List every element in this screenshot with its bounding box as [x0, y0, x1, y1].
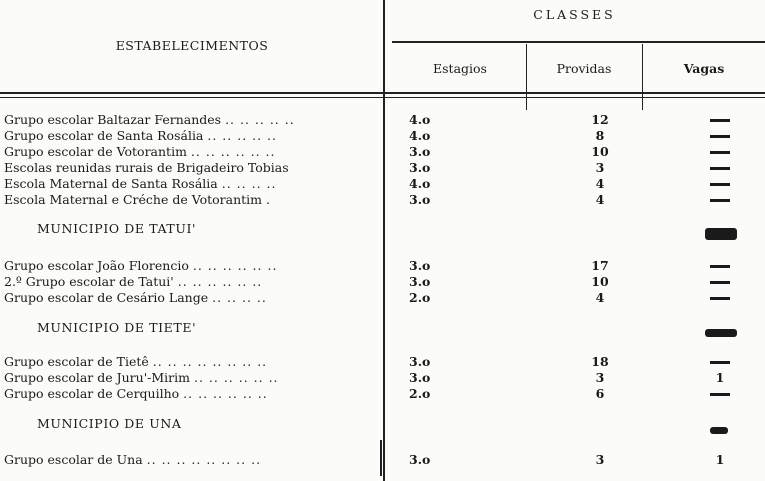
school-name: Grupo escolar Baltazar Fernandes: [4, 112, 222, 127]
school-name: Escola Maternal e Créche de Votorantim: [4, 192, 263, 207]
table-row: [0, 192, 765, 208]
school-name: Grupo escolar de Santa Rosália: [4, 128, 204, 143]
dash-mark: [710, 281, 730, 284]
dash-mark: [710, 135, 730, 138]
vacancy-value: [705, 290, 735, 306]
school-name: Grupo escolar de Una: [4, 452, 143, 467]
table-row: [0, 128, 765, 144]
school-name: Grupo escolar João Florencio: [4, 258, 189, 273]
leader-dots: .. .. .. .. .. .. .. ..: [152, 354, 268, 369]
table-row: [0, 370, 765, 386]
vacancy-value: [705, 160, 735, 176]
table-row: [0, 160, 765, 176]
vacancy-value: [705, 258, 735, 274]
dash-mark: [710, 393, 730, 396]
stage-value: 3.o: [409, 192, 431, 207]
vacancy-value: [705, 192, 735, 208]
vacancy-value: [705, 354, 735, 370]
provided-value: 10: [591, 144, 609, 159]
provided-column-header: Providas: [556, 61, 612, 76]
stage-value: 4.o: [409, 176, 431, 191]
stage-value: 3.o: [409, 354, 431, 369]
leader-dots: .: [266, 192, 271, 207]
stage-value: 3.o: [409, 370, 431, 385]
stage-value: 3.o: [409, 160, 431, 175]
provided-value: 3: [595, 452, 605, 467]
dash-mark: [710, 151, 730, 154]
school-name: Grupo escolar de Tietê: [4, 354, 149, 369]
stage-value: 3.o: [409, 274, 431, 289]
stage-value: 2.o: [409, 386, 431, 401]
column-divider-main: [383, 0, 385, 481]
provided-value: 12: [591, 112, 609, 127]
provided-value: 4: [595, 290, 605, 305]
leader-dots: .. .. .. ..: [221, 176, 277, 191]
vacancy-value: [705, 144, 735, 160]
dash-mark: [710, 119, 730, 122]
classes-header: CLASSES: [533, 7, 616, 22]
municipality-heading: MUNICIPIO DE TATUI': [37, 221, 197, 236]
provided-value: 3: [595, 370, 605, 385]
school-name: Grupo escolar de Votorantim: [4, 144, 187, 159]
classes-underline: [392, 41, 765, 43]
table-row: [0, 452, 765, 468]
stage-value: 4.o: [409, 128, 431, 143]
leader-dots: .. .. .. ..: [212, 290, 267, 305]
header-rule-bottom: [0, 97, 765, 98]
provided-value: 18: [591, 354, 609, 369]
vacancy-value: [705, 112, 735, 128]
table-row: [0, 354, 765, 370]
vacancy-value: [705, 386, 735, 402]
school-name: 2.º Grupo escolar de Tatui': [4, 274, 174, 289]
column-divider-stages: [526, 44, 527, 110]
stage-value: 3.o: [409, 144, 431, 159]
vacancy-value: [705, 176, 735, 192]
provided-value: 10: [591, 274, 609, 289]
leader-dots: .. .. .. .. .. ..: [193, 370, 279, 385]
provided-value: 6: [595, 386, 605, 401]
vacancies-column-header: Vagas: [683, 61, 725, 76]
leader-dots: .. .. .. .. .. .. .. ..: [146, 452, 262, 467]
leader-dots: .. .. .. .. .. ..: [183, 386, 268, 401]
dash-mark: [710, 183, 730, 186]
provided-value: 3: [595, 160, 605, 175]
school-name: Grupo escolar de Juru'-Mirim: [4, 370, 190, 385]
header-rule-top: [0, 92, 765, 94]
municipality-heading: MUNICIPIO DE TIETE': [37, 320, 197, 335]
vacancy-value: [705, 128, 735, 144]
provided-value: 8: [595, 128, 605, 143]
dash-mark: [710, 167, 730, 170]
vacancy-value: 1: [715, 452, 725, 467]
leader-dots: .. .. .. .. ..: [225, 112, 295, 127]
provided-value: 4: [595, 192, 605, 207]
ink-smudge: [705, 223, 737, 242]
leader-dots: .. .. .. .. .. ..: [177, 274, 263, 289]
ink-smudge: [705, 322, 737, 341]
stage-value: 3.o: [409, 258, 431, 273]
leader-dots: .. .. .. .. .. ..: [192, 258, 278, 273]
leader-dots: .. .. .. .. ..: [207, 128, 278, 143]
dash-mark: [710, 361, 730, 364]
table-row: [0, 144, 765, 160]
table-row: [0, 258, 765, 274]
stage-value: 3.o: [409, 452, 431, 467]
ink-smudge: [710, 420, 728, 439]
dash-mark: [710, 265, 730, 268]
stages-column-header: Estagios: [433, 61, 487, 76]
leader-dots: .. .. .. .. .. ..: [190, 144, 276, 159]
school-name: Escola Maternal de Santa Rosália: [4, 176, 218, 191]
school-name: Grupo escolar de Cerquilho: [4, 386, 180, 401]
table-row: [0, 290, 765, 306]
establishments-header: ESTABELECIMENTOS: [115, 38, 269, 53]
column-divider-provided: [642, 44, 643, 110]
school-name: Grupo escolar de Cesário Lange: [4, 290, 209, 305]
school-name: Escolas reunidas rurais de Brigadeiro Tobias: [4, 160, 289, 175]
table-row: [0, 386, 765, 402]
stage-value: 2.o: [409, 290, 431, 305]
dash-mark: [710, 297, 730, 300]
vacancy-value: [705, 274, 735, 290]
stage-value: 4.o: [409, 112, 431, 127]
municipality-heading: MUNICIPIO DE UNA: [37, 416, 182, 431]
provided-value: 17: [591, 258, 609, 273]
table-row: [0, 112, 765, 128]
table-row: [0, 274, 765, 290]
dash-mark: [710, 199, 730, 202]
vacancy-value: 1: [715, 370, 725, 385]
table-row: [0, 176, 765, 192]
provided-value: 4: [595, 176, 605, 191]
